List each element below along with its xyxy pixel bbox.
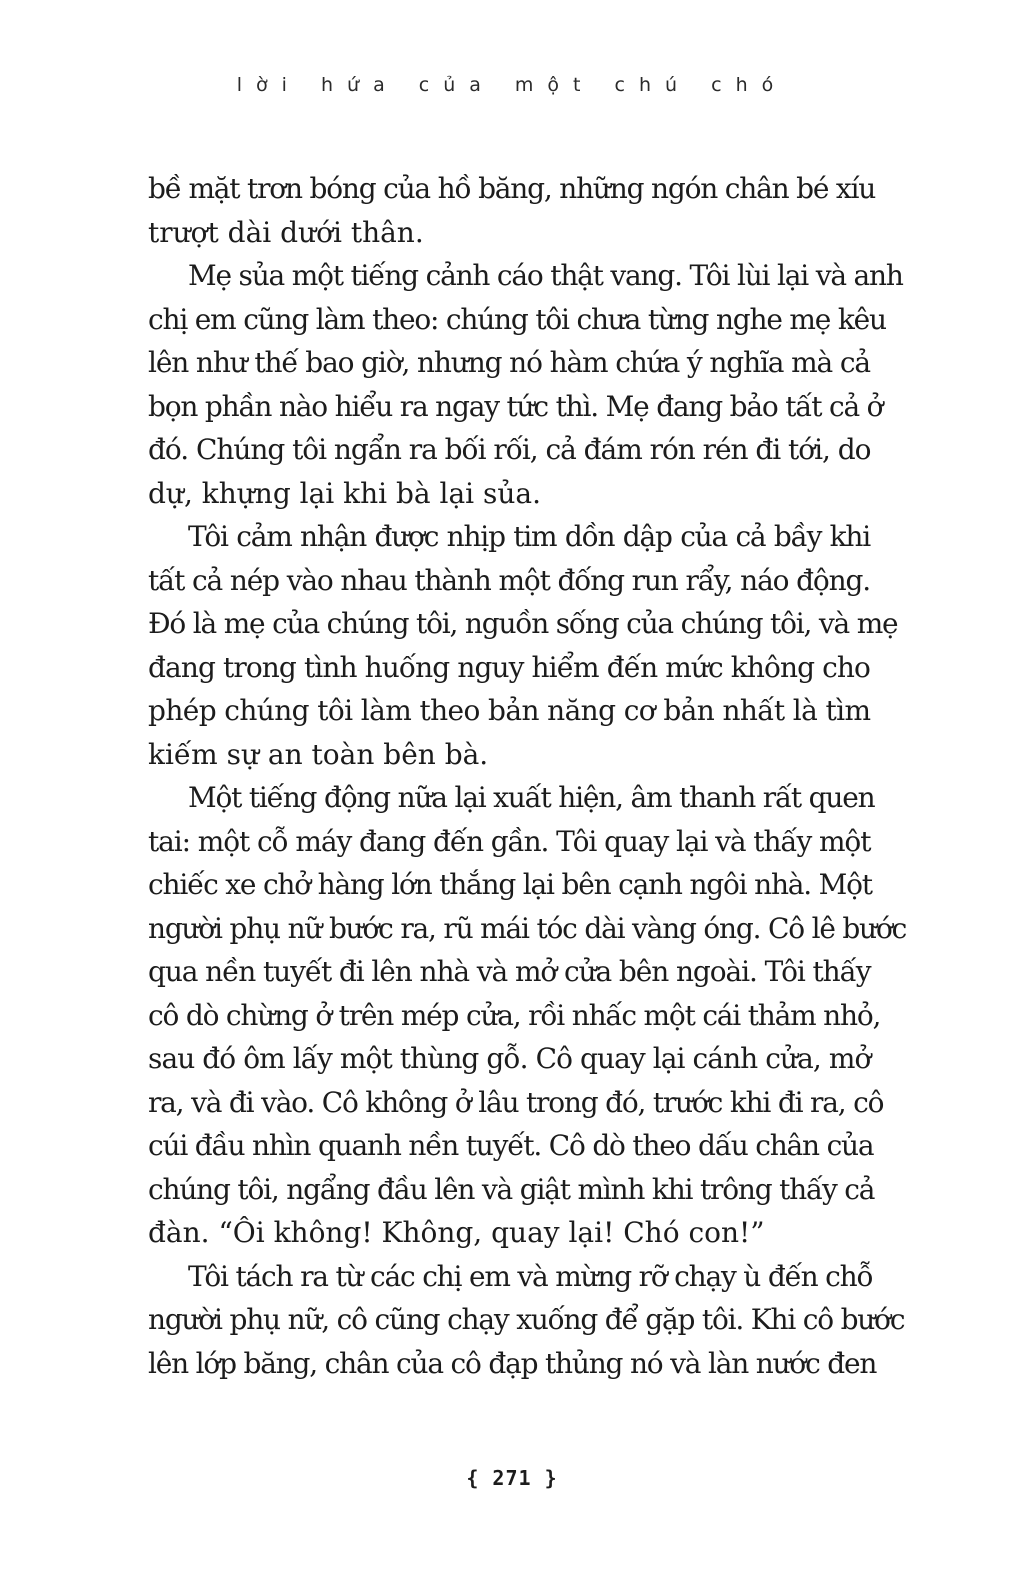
text-line: Tôi tách ra từ các chị em và mừng rỡ chạy ù đến chỗ — [188, 1259, 873, 1293]
text-line: đàn. “Ôi không! Không, quay lại! Chó con!” — [148, 1216, 765, 1249]
paragraph — [148, 254, 903, 515]
text-line: lên lớp băng, chân của cô đạp thủng nó và làn nước đen — [148, 1346, 877, 1380]
paragraph — [148, 1255, 905, 1386]
paragraph-continued — [148, 167, 876, 254]
text-line: trượt dài dưới thân. — [148, 215, 424, 249]
text-line: dự, khựng lại khi bà lại sủa. — [148, 476, 542, 510]
text-line: Đó là mẹ của chúng tôi, nguồn sống của chúng tôi, và mẹ — [148, 607, 898, 640]
text-line: phép chúng tôi làm theo bản năng cơ bản nhất là tìm — [148, 694, 871, 727]
text-line: chúng tôi, ngẩng đầu lên và giật mình khi trông thấy cả — [148, 1172, 875, 1206]
text-line: Mẹ sủa một tiếng cảnh cáo thật vang. Tôi lùi lại và anh — [188, 259, 903, 292]
text-line: tất cả nép vào nhau thành một đống run rẩy, náo động. — [148, 563, 870, 597]
text-line: đó. Chúng tôi ngẩn ra bối rối, cả đám rón rén đi tới, do — [148, 433, 871, 466]
text-line: người phụ nữ, cô cũng chạy xuống để gặp tôi. Khi cô bước — [148, 1303, 905, 1336]
text-line: người phụ nữ bước ra, rũ mái tóc dài vàng óng. Cô lê bước — [148, 911, 907, 945]
text-line: sau đó ôm lấy một thùng gỗ. Cô quay lại cánh cửa, mở — [148, 1042, 871, 1075]
text-line: lên như thế bao giờ, nhưng nó hàm chứa ý nghĩa mà cả — [148, 346, 870, 379]
page-number: { 271 } — [466, 1466, 558, 1490]
text-line: đang trong tình huống nguy hiểm đến mức không cho — [148, 650, 870, 684]
text-line: ra, và đi vào. Cô không ở lâu trong đó, trước khi đi ra, cô — [148, 1085, 884, 1119]
running-title: lời hứa của một chú chó — [236, 74, 788, 96]
text-line: Tôi cảm nhận được nhịp tim dồn dập của cả bầy khi — [188, 520, 870, 553]
text-line: cúi đầu nhìn quanh nền tuyết. Cô dò theo dấu chân của — [148, 1129, 874, 1162]
body-text — [148, 167, 907, 1385]
text-line: tai: một cỗ máy đang đến gần. Tôi quay lại và thấy một — [148, 824, 871, 858]
paragraph — [148, 776, 907, 1255]
paragraph — [148, 515, 898, 776]
text-line: chị em cũng làm theo: chúng tôi chưa từng nghe mẹ kêu — [148, 302, 886, 336]
text-line: kiếm sự an toàn bên bà. — [148, 737, 489, 771]
text-line: bề mặt trơn bóng của hồ băng, những ngón chân bé xíu — [148, 172, 876, 205]
text-line: chiếc xe chở hàng lớn thắng lại bên cạnh ngôi nhà. Một — [148, 868, 872, 901]
text-line: Một tiếng động nữa lại xuất hiện, âm thanh rất quen — [188, 781, 875, 814]
text-line: cô dò chừng ở trên mép cửa, rồi nhấc một cái thảm nhỏ, — [148, 998, 881, 1032]
text-line: bọn phần nào hiểu ra ngay tức thì. Mẹ đang bảo tất cả ở — [148, 389, 883, 423]
text-line: qua nền tuyết đi lên nhà và mở cửa bên ngoài. Tôi thấy — [148, 955, 871, 988]
